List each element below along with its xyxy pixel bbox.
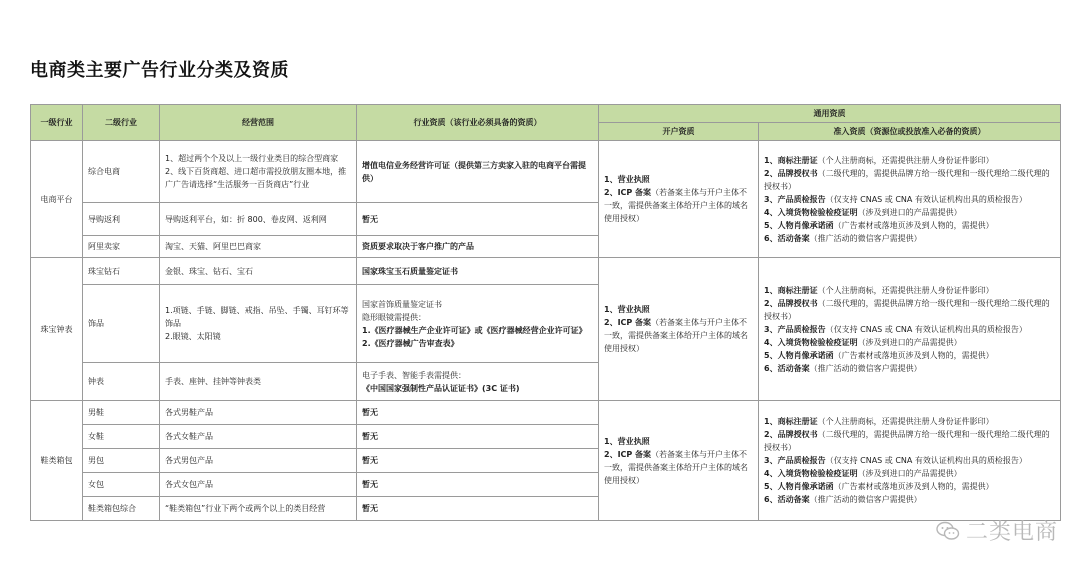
access-qual-cell xyxy=(759,401,1061,521)
qual-list xyxy=(764,284,1055,375)
qual-item-text: （涉及到进口的产品需提供） xyxy=(857,207,962,217)
qualification-table xyxy=(30,104,1061,521)
industry-qual-cell: 暂无 xyxy=(357,425,599,449)
qual-item-label: 5、人物肖像承诺函 xyxy=(764,350,834,360)
qual-item-label: 1、商标注册证 xyxy=(764,417,818,426)
level2-cell: 女包 xyxy=(83,473,160,497)
scope-cell: 1.项链、手链、脚链、戒指、吊坠、手镯、耳钉环等饰品 2.眼镜、太阳镜 xyxy=(160,285,357,363)
qual-item-text: （二级代理的，需提供品牌方给一级代理和一级代理给二级代理的授权书） xyxy=(764,168,1050,191)
qual-item-text: （涉及到进口的产品需提供） xyxy=(857,337,962,347)
qual-line: 《中国国家强制性产品认证证书》(3C 证书) xyxy=(362,383,520,393)
level2-cell: 阿里卖家 xyxy=(83,236,160,258)
scope-cell: 手表、座钟、挂钟等钟表类 xyxy=(160,363,357,401)
industry-qual-cell: 暂无 xyxy=(357,473,599,497)
industry-qual-cell: 暂无 xyxy=(357,449,599,473)
qual-item xyxy=(764,297,1055,323)
header-general-qual: 通用资质 xyxy=(599,105,1061,123)
header-scope: 经营范围 xyxy=(160,105,357,141)
qual-item-label: 3、产品质检报告 xyxy=(764,456,826,465)
qual-item xyxy=(764,219,1055,232)
header-access-qual: 准入资质（资源位或投放准入必备的资质） xyxy=(759,123,1061,141)
qual-item-text: （推广活动的微信客户需提供） xyxy=(809,233,922,243)
qual-item xyxy=(764,349,1055,362)
qual-item-text: （广告素材或落地页涉及到人物的，需提供） xyxy=(833,220,994,230)
level2-cell: 珠宝钻石 xyxy=(83,258,160,285)
qual-line: 国家首饰质量鉴定证书 xyxy=(362,299,442,309)
qual-item-label: 4、入境货物检验检疫证明 xyxy=(764,207,858,217)
access-qual-cell xyxy=(759,141,1061,258)
level2-cell: 饰品 xyxy=(83,285,160,363)
qual-list xyxy=(764,154,1055,245)
qual-item-label: 3、产品质检报告 xyxy=(764,194,826,204)
industry-qual-cell xyxy=(357,363,599,401)
header-account-qual: 开户资质 xyxy=(599,123,759,141)
scope-cell: 淘宝、天猫、阿里巴巴商家 xyxy=(160,236,357,258)
qual-item xyxy=(764,323,1055,336)
qual-item-text: （个人注册商标，还需提供注册人身份证件影印） xyxy=(817,155,994,165)
qual-item-text: （个人注册商标，还需提供注册人身份证件影印） xyxy=(817,417,994,426)
table-row xyxy=(31,258,1061,285)
page-title: 电商类主要广告行业分类及资质 xyxy=(30,60,289,81)
qual-item-text: （个人注册商标，还需提供注册人身份证件影印） xyxy=(817,285,994,295)
qual-item xyxy=(764,336,1055,349)
qual-item-label: 2、ICP 备案 xyxy=(604,188,652,197)
level1-cell: 电商平台 xyxy=(31,141,83,258)
qual-list xyxy=(604,173,753,225)
qual-item xyxy=(604,448,753,487)
qual-item-label: 6、活动备案 xyxy=(764,233,810,243)
qual-item-text: （涉及到进口的产品需提供） xyxy=(857,469,962,478)
wechat-icon xyxy=(936,520,960,542)
industry-qual-cell xyxy=(357,285,599,363)
scope-cell: 导购返利平台，如：折 800、卷皮网、返利网 xyxy=(160,203,357,236)
qual-line: 1.《医疗器械生产企业许可证》或《医疗器械经营企业许可证》 xyxy=(362,325,587,335)
qual-line: 电子手表、智能手表需提供： xyxy=(362,370,466,380)
scope-cell: “鞋类箱包”行业下两个或两个以上的类目经营 xyxy=(160,497,357,521)
qual-item-label: 3、产品质检报告 xyxy=(764,324,826,334)
qual-item xyxy=(764,467,1055,480)
qual-item xyxy=(604,316,753,355)
qual-item-label: 6、活动备案 xyxy=(764,363,810,373)
watermark xyxy=(936,515,1058,546)
industry-qual-cell: 增值电信业务经营许可证（提供第三方卖家入驻的电商平台需提供） xyxy=(357,141,599,203)
qual-item-label: 2、品牌授权书 xyxy=(764,168,818,178)
level2-cell: 男鞋 xyxy=(83,401,160,425)
qual-item xyxy=(764,454,1055,467)
qual-item-label: 1、商标注册证 xyxy=(764,285,818,295)
scope-cell: 各式男鞋产品 xyxy=(160,401,357,425)
qual-item-label: 2、ICP 备案 xyxy=(604,318,652,327)
qual-item xyxy=(764,415,1055,428)
scope-cell: 各式女鞋产品 xyxy=(160,425,357,449)
qual-item-label: 1、营业执照 xyxy=(604,175,650,184)
qual-item-text: （仅支持 CNAS 或 CNA 有效认证机构出具的质检报告） xyxy=(825,194,1027,204)
level2-cell: 女鞋 xyxy=(83,425,160,449)
header-industry-qual: 行业资质（该行业必须具备的资质） xyxy=(357,105,599,141)
qual-item-text: （仅支持 CNAS 或 CNA 有效认证机构出具的质检报告） xyxy=(825,324,1027,334)
qual-item-text: （二级代理的，需提供品牌方给一级代理和一级代理给二级代理的授权书） xyxy=(764,430,1050,452)
header-level1: 一级行业 xyxy=(31,105,83,141)
account-qual-cell xyxy=(599,258,759,401)
account-qual-cell xyxy=(599,401,759,521)
account-qual-cell xyxy=(599,141,759,258)
qual-item-text: （若备案主体与开户主体不一致，需提供备案主体给开户主体的域名使用授权） xyxy=(604,449,748,485)
access-qual-cell xyxy=(759,258,1061,401)
qual-item xyxy=(764,284,1055,297)
qual-item-label: 1、营业执照 xyxy=(604,305,650,314)
qual-item-text: （仅支持 CNAS 或 CNA 有效认证机构出具的质检报告） xyxy=(825,456,1027,465)
qual-item xyxy=(764,193,1055,206)
qual-item-text: （推广活动的微信客户需提供） xyxy=(809,363,922,373)
qual-item xyxy=(604,303,753,316)
qual-item xyxy=(764,480,1055,493)
scope-cell: 各式女包产品 xyxy=(160,473,357,497)
qual-item-text: （二级代理的，需提供品牌方给一级代理和一级代理给二级代理的授权书） xyxy=(764,298,1050,321)
qual-item-label: 5、人物肖像承诺函 xyxy=(764,482,834,491)
industry-qual-cell: 资质要求取决于客户推广的产品 xyxy=(357,236,599,258)
qual-item xyxy=(604,173,753,186)
qual-item-text: （若备案主体与开户主体不一致，需提供备案主体给开户主体的域名使用授权） xyxy=(604,188,748,223)
qual-item-text: （广告素材或落地页涉及到人物的，需提供） xyxy=(833,482,994,491)
qual-item xyxy=(764,232,1055,245)
qual-item-label: 2、品牌授权书 xyxy=(764,430,818,439)
qual-list xyxy=(604,303,753,355)
qual-item-label: 2、ICP 备案 xyxy=(604,449,652,459)
qual-item-text: （广告素材或落地页涉及到人物的，需提供） xyxy=(833,350,994,360)
industry-qual-cell: 暂无 xyxy=(357,203,599,236)
qual-item-text: （若备案主体与开户主体不一致，需提供备案主体给开户主体的域名使用授权） xyxy=(604,318,748,353)
table-row xyxy=(31,401,1061,425)
scope-cell: 各式男包产品 xyxy=(160,449,357,473)
qual-item xyxy=(764,167,1055,193)
qual-list xyxy=(764,415,1055,506)
qual-item xyxy=(764,154,1055,167)
level2-cell: 鞋类箱包综合 xyxy=(83,497,160,521)
qual-line: 隐形眼镜需提供： xyxy=(362,312,426,322)
level2-cell: 男包 xyxy=(83,449,160,473)
level2-cell: 综合电商 xyxy=(83,141,160,203)
qual-item-label: 1、商标注册证 xyxy=(764,155,818,165)
table-row xyxy=(31,141,1061,203)
industry-qual-cell: 国家珠宝玉石质量鉴定证书 xyxy=(357,258,599,285)
scope-cell: 1、超过两个个及以上一级行业类目的综合型商家 2、线下百货商超、进口超市需投放朋友圈本地，推广广告请选择“生活服务一百货商店”行业 xyxy=(160,141,357,203)
qual-item xyxy=(764,493,1055,506)
level2-cell: 钟表 xyxy=(83,363,160,401)
qual-item-text: （推广活动的微信客户需提供） xyxy=(809,495,922,504)
qual-list xyxy=(604,435,753,487)
level2-cell: 导购返利 xyxy=(83,203,160,236)
qual-item-label: 1、营业执照 xyxy=(604,436,650,446)
watermark-text: 二类电商 xyxy=(965,520,1058,545)
qual-item xyxy=(604,186,753,225)
level1-cell: 珠宝钟表 xyxy=(31,258,83,401)
qual-item-label: 4、入境货物检验检疫证明 xyxy=(764,469,858,478)
qual-item-label: 4、入境货物检验检疫证明 xyxy=(764,337,858,347)
qual-item-label: 2、品牌授权书 xyxy=(764,298,818,308)
header-level2: 二级行业 xyxy=(83,105,160,141)
qual-item-label: 5、人物肖像承诺函 xyxy=(764,220,834,230)
level1-cell: 鞋类箱包 xyxy=(31,401,83,521)
industry-qual-cell: 暂无 xyxy=(357,401,599,425)
qual-item-label: 6、活动备案 xyxy=(764,495,810,504)
qual-item xyxy=(764,362,1055,375)
qual-line: 2.《医疗器械广告审查表》 xyxy=(362,338,459,348)
qual-item xyxy=(764,206,1055,219)
qual-item xyxy=(764,428,1055,454)
scope-cell: 金银、珠宝、钻石、宝石 xyxy=(160,258,357,285)
qual-item xyxy=(604,435,753,448)
industry-qual-cell: 暂无 xyxy=(357,497,599,521)
